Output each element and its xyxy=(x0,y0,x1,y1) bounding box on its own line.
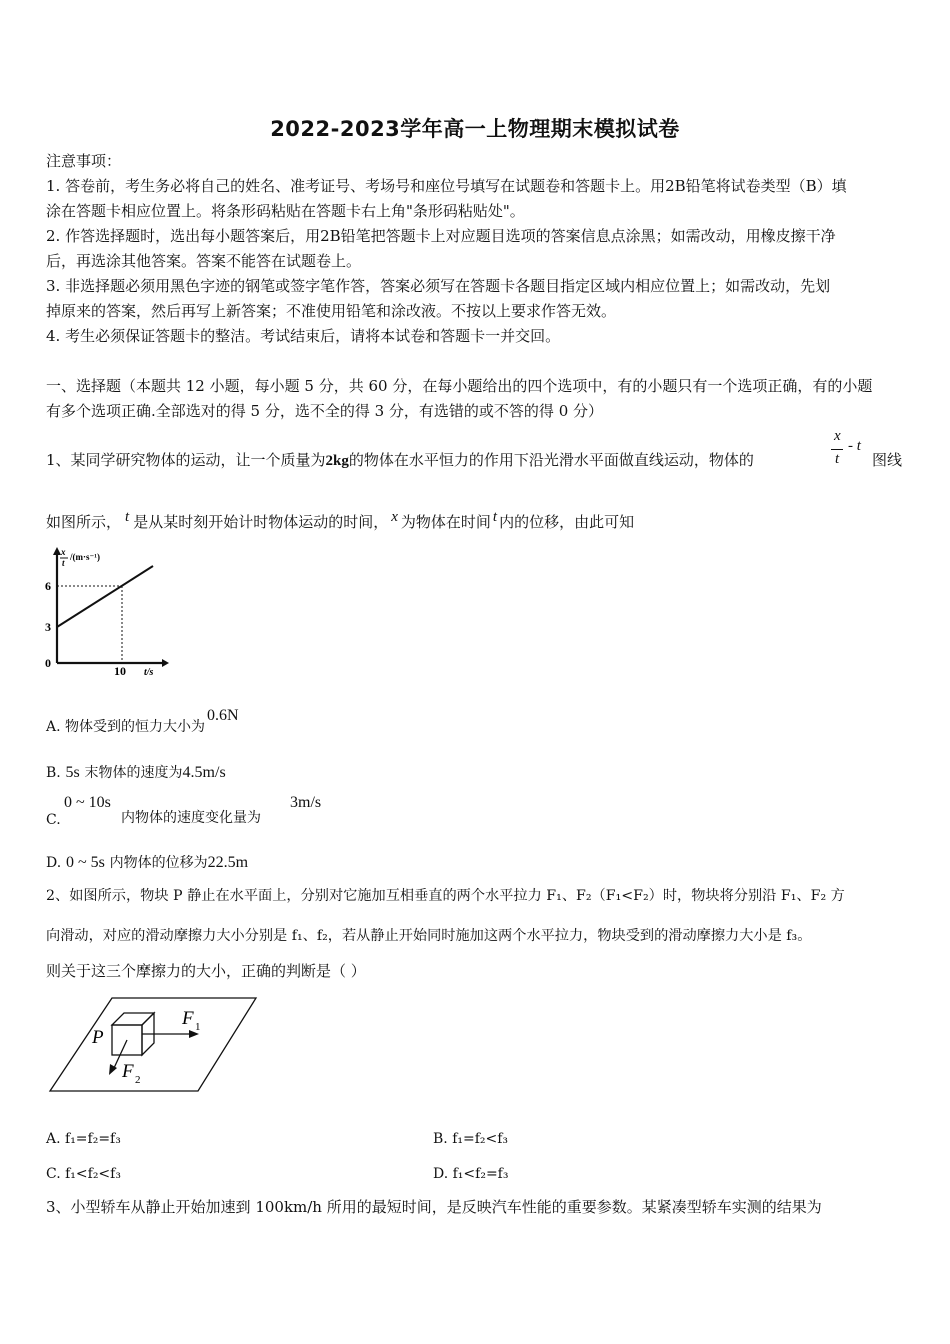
label-f2: F xyxy=(122,1061,134,1082)
q2-line: 向滑动，对应的滑动摩擦力大小分别是 f₁、f₂，若从静止开始同时施加这两个水平拉力，物块受到的滑动摩擦力大小是 f₃。 xyxy=(46,928,812,944)
q2-option-b: B. f₁=f₂<f₃ xyxy=(433,1131,509,1147)
q2-line: 则关于这三个摩擦力的大小，正确的判断是（ ） xyxy=(46,962,366,980)
option-text: 内物体的位移为 xyxy=(109,855,208,871)
notice-line: 后，再选涂其他答案。答案不能答在试题卷上。 xyxy=(46,252,362,270)
option-value: 0 ~ 10s xyxy=(64,794,111,811)
q1-text: 内的位移，由此可知 xyxy=(499,513,635,531)
q1-option-c xyxy=(46,805,61,830)
option-value: 0.6N xyxy=(207,707,239,724)
x-axis-arrow xyxy=(162,659,169,667)
fraction-denominator: t xyxy=(835,451,840,467)
y-label-num: x xyxy=(61,547,66,557)
t-symbol: t xyxy=(492,509,498,525)
block-force-figure xyxy=(44,993,264,1095)
fraction-bar xyxy=(831,449,843,450)
x-symbol: x xyxy=(391,509,398,525)
q1-line1 xyxy=(46,448,754,473)
q1-mass: 2kg xyxy=(325,453,349,469)
notice-line: 涂在答题卡相应位置上。将条形码粘贴在答题卡右上角"条形码粘贴处"。 xyxy=(46,202,525,220)
option-value: 3m/s xyxy=(290,794,322,811)
option-value: 0 ~ 5s xyxy=(65,854,105,871)
label-f2-sub: 2 xyxy=(135,1074,141,1086)
q1-tail: 图线 xyxy=(872,451,903,469)
tick-3: 3 xyxy=(45,620,51,634)
tick-6: 6 xyxy=(45,579,51,593)
option-value: 5s xyxy=(65,764,80,781)
notice-line: 1. 答卷前，考生务必将自己的姓名、准考证号、考场号和座位号填写在试题卷和答题卡上。用2B铅笔将试卷类型（B）填 xyxy=(46,177,847,195)
origin-label: 0 xyxy=(45,656,51,670)
notice-line: 4. 考生必须保证答题卡的整洁。考试结束后，请将本试卷和答题卡一并交回。 xyxy=(46,327,561,345)
label-f1-sub: 1 xyxy=(195,1021,201,1033)
q2-option-a: A. f₁=f₂=f₃ xyxy=(46,1131,121,1147)
notice-line: 2. 作答选择题时，选出每小题答案后，用2B铅笔把答题卡上对应题目选项的答案信息点涂黑；如需改动，用橡皮擦干净 xyxy=(46,227,836,245)
x-label: t/s xyxy=(144,667,154,678)
option-text: D. xyxy=(46,855,62,871)
option-text: 内物体的速度变化量为 xyxy=(121,810,261,826)
option-text: B. xyxy=(46,765,61,781)
option-text: C. xyxy=(46,812,61,828)
label-p: P xyxy=(92,1027,104,1048)
y-axis-arrow xyxy=(53,547,61,555)
data-line xyxy=(57,566,153,627)
q1-line2 xyxy=(46,510,634,535)
option-value: 22.5m xyxy=(207,854,249,871)
section-line: 有多个选项正确.全部选对的得 5 分，选不全的得 3 分，有选错的或不答的得 0 分） xyxy=(46,402,604,420)
fraction-numerator: x xyxy=(834,428,841,444)
q2-option-d: D. f₁<f₂=f₃ xyxy=(433,1166,509,1182)
q1-text: 如图所示， xyxy=(46,513,122,531)
q1-text: 的物体在水平恒力的作用下沿光滑水平面做直线运动，物体的 xyxy=(348,451,754,469)
notice-line: 3. 非选择题必须用黑色字迹的钢笔或签字笔作答，答案必须写在答题卡各题目指定区域内相应位置上；如需改动，先划 xyxy=(46,277,831,295)
q1-option-d xyxy=(46,850,248,875)
label-f1: F xyxy=(182,1008,194,1029)
q1-text: 是从某时刻开始计时物体运动的时间， xyxy=(133,513,389,531)
option-value: 4.5m/s xyxy=(182,764,226,781)
y-label-den: t xyxy=(62,558,65,568)
y-unit: /(m·s⁻¹) xyxy=(70,552,100,562)
t-symbol: t xyxy=(125,509,130,525)
q1-text: 1、某同学研究物体的运动，让一个质量为 xyxy=(46,451,326,469)
q2-option-c: C. f₁<f₂<f₃ xyxy=(46,1166,121,1182)
q2-line: 2、如图所示，物块 P 静止在水平面上，分别对它施加互相垂直的两个水平拉力 F₁、F₂（F₁<F₂）时，物块将分别沿 F₁、F₂ 方 xyxy=(46,888,845,904)
notice-line: 掉原来的答案，然后再写上新答案；不准使用铅笔和涂改液。不按以上要求作答无效。 xyxy=(46,302,617,320)
notice-heading: 注意事项： xyxy=(46,152,122,170)
q1-option-b xyxy=(46,760,226,785)
section-line: 一、选择题（本题共 12 小题，每小题 5 分，共 60 分，在每小题给出的四个选项中，有的小题只有一个选项正确，有的小题 xyxy=(46,377,873,395)
dash-t: - t xyxy=(848,438,861,454)
q1-text: 为物体在时间 xyxy=(400,513,491,531)
q3-line: 3、小型轿车从静止开始加速到 100km/h 所用的最短时间，是反映汽车性能的重要参数。某紧凑型轿车实测的结果为 xyxy=(46,1198,822,1216)
q1-option-a xyxy=(46,707,239,739)
xt-t-graph xyxy=(40,543,170,688)
option-text: A. 物体受到的恒力大小为 xyxy=(46,719,206,735)
page-title: 2022-2023学年高一上物理期末模拟试卷 xyxy=(270,117,680,141)
option-text: 末物体的速度为 xyxy=(84,765,183,781)
tick-10: 10 xyxy=(114,664,126,678)
